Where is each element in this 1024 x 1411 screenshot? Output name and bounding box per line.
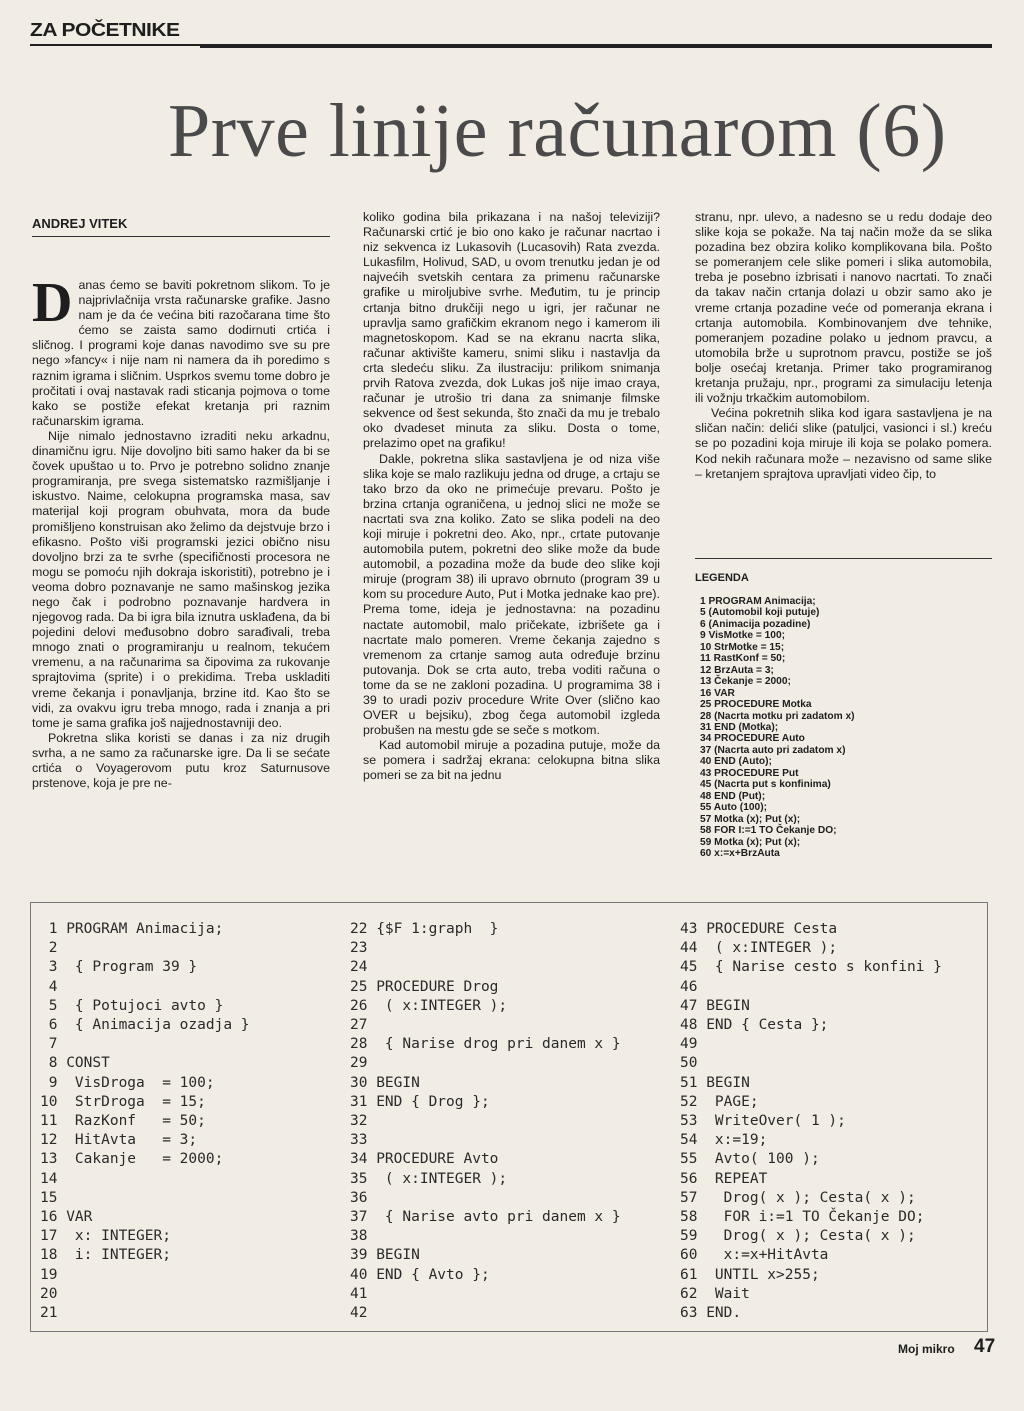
code-line: 27 — [350, 1017, 368, 1034]
code-line: 8 CONST — [40, 1055, 110, 1072]
code-line: 13 Cakanje = 2000; — [40, 1151, 224, 1168]
legend-line: 58 FOR I:=1 TO Čekanje DO; — [700, 825, 837, 837]
code-line: 46 — [680, 978, 698, 995]
code-line: 63 END. — [680, 1305, 742, 1322]
code-line: 6 { Animacija ozadja } — [40, 1017, 250, 1034]
code-line: 25 PROCEDURE Drog — [350, 978, 499, 995]
legend-line: 12 BrzAuta = 3; — [700, 664, 774, 676]
legend-line: 59 Motka (x); Put (x); — [700, 836, 801, 848]
code-line: 45 { Narise cesto s konfini } — [680, 959, 942, 976]
page-number: 47 — [974, 1336, 996, 1357]
legend-list — [700, 596, 990, 859]
code-line: 2 — [40, 940, 58, 957]
code-line: 4 — [40, 978, 58, 995]
legend-line: 34 PROCEDURE Auto — [700, 733, 805, 745]
code-line: 53 WriteOver( 1 ); — [680, 1113, 846, 1130]
code-line: 15 — [40, 1189, 58, 1206]
code-line: 26 ( x:INTEGER ); — [350, 997, 508, 1014]
legend-line: 9 VisMotke = 100; — [700, 630, 786, 642]
article-title: Prve linije računarom (6) — [168, 89, 947, 173]
code-line: 61 UNTIL x>255; — [680, 1266, 820, 1283]
author-name: ANDREJ VITEK — [32, 216, 128, 231]
code-line: 18 i: INTEGER; — [40, 1247, 171, 1264]
article-column-2 — [363, 210, 660, 784]
legend-line: 48 END (Put); — [700, 790, 766, 802]
code-line: 48 END { Cesta }; — [680, 1017, 829, 1034]
code-line: 20 — [40, 1285, 58, 1302]
code-line: 31 END { Drog }; — [350, 1093, 490, 1110]
code-line: 41 — [350, 1285, 368, 1302]
code-line: 59 Drog( x ); Cesta( x ); — [680, 1228, 916, 1245]
legend-line: 45 (Nacrta put s konfinima) — [700, 779, 831, 791]
code-line: 62 Wait — [680, 1285, 750, 1302]
code-line: 14 — [40, 1170, 58, 1187]
code-line: 42 — [350, 1305, 368, 1322]
code-line: 7 — [40, 1036, 58, 1053]
paragraph: Dakle, pokretna slika sastavljena je od niza više slika koje se malo razlikuju jedna od druge, a crtaju se tako brzo da oko ne primećuje prevaru. Pošto je brzina crtanja ograničena, u jednoj slici ne može se nacrtati sva zna koliko. Zato se slika podeli na deo koji miruje i pokretni deo. Ako, npr., crtate putovanje automobila putem, pokretni deo slike može da bude automobil, a pozadina može da bude deo slike koji miruje (program 38) ili upravo obrnuto (program 39 u kom su procedure Auto, Put i Motka jednake kao pre). Prema tome, ideja je jednostavna: na pozadinu nactate automobil, malo pričekate, izbrišete ga i nacrtate malo pomeren. Vreme čekanja zajedno s vremenom za crtanje samog auta određuje brzinu putovanja. Dok se crta auto, treba voditi računa o tome da se ne zakloni pozadina. U programima 38 i 39 to uradi poziv procedure Write Over (slično kao OVER u bejsiku), zbog čega automobil izgleda probušen na mestu gde se seče s motkom. — [363, 451, 660, 738]
legend-line: 6 (Animacija pozadine) — [700, 618, 811, 630]
legend-line: 5 (Automobil koji putuje) — [700, 607, 820, 619]
legend-rule — [695, 558, 992, 559]
code-line: 3 { Program 39 } — [40, 959, 198, 976]
code-line: 9 VisDroga = 100; — [40, 1074, 215, 1091]
paragraph: koliko godina bila prikazana i na našoj televiziji? Računarski crtić je bio ono kako je računar nacrtao i niz sekvenca iz Lukasovih (Lucasovih) Rata zvezda. Lukasfilm, Holivud, SAD, u ovom trenutku jedan je od najvećih svetskih centara za primenu računarske grafike u miroljubive svrhe. Međutim, tu je princip crtanja bitno drukčiji nego u igri, jer računar ne upravlja samo grafičkim ekranom nego i kamerom ili magnetoskopom. Kad se na ekranu nacrta slika, računar aktivište kameru, snimi sliku i nastavlja da crta sledeću sliku. Za ilustraciju: prilikom snimanja prvih Ratova zvezda, dok Lukas još nije imao craya, računar je utrošio tri dana za snimanje filmske sekvence od šest sekunda, što znači da mu je trebalo oko dvadeset minuta za sliku. Dosta o tome, prelazimo opet na grafiku! — [363, 210, 660, 451]
author-rule — [32, 236, 330, 237]
code-column-2 — [350, 920, 621, 1323]
article-column-1 — [32, 272, 330, 791]
legend-line: 11 RastKonf = 50; — [700, 653, 786, 665]
legend-title: LEGENDA — [695, 572, 749, 584]
legend-line: 37 (Nacrta auto pri zadatom x) — [700, 744, 846, 756]
code-line: 5 { Potujoci avto } — [40, 997, 224, 1014]
code-line: 50 — [680, 1055, 698, 1072]
code-line: 24 — [350, 959, 368, 976]
code-line: 56 REPEAT — [680, 1170, 768, 1187]
header-rule-left — [30, 44, 200, 46]
code-line: 34 PROCEDURE Avto — [350, 1151, 499, 1168]
paragraph: Danas ćemo se baviti pokretnom slikom. To je najprivlačnija vrsta računarske grafike. Jasno nam je da će većina biti razočarana time što ćemo se zaista samo dodirnuti crtića i sličnog. I programi koje danas navodimo sve su pre nego »fancy« i nije nam ni namera da ih poredimo s raznim igrama i sličnim. Usprkos svemu tome dobro je pročitati i ovaj nastavak radi sticanja pojmova o tome kako se postiže efekat kretanja pri raznim računarskim igrama. — [32, 272, 330, 428]
code-line: 35 ( x:INTEGER ); — [350, 1170, 508, 1187]
code-line: 23 — [350, 940, 368, 957]
code-line: 33 — [350, 1132, 368, 1149]
legend-line: 31 END (Motka); — [700, 721, 779, 733]
section-label: ZA POČETNIKE — [30, 20, 180, 41]
code-line: 11 RazKonf = 50; — [40, 1113, 206, 1130]
code-line: 49 — [680, 1036, 698, 1053]
code-line: 28 { Narise drog pri danem x } — [350, 1036, 621, 1053]
paragraph: Nije nimalo jednostavno izraditi neku arkadnu, dinamičnu igru. Nije dovoljno biti samo haker da bi se čovek upuštao u to. Prvo je potrebno solidno znanje programiranja, pre svega sistematsko razmišljanje i iskustvo. Naime, celokupna programska masa, sav materijal koji program obuhvata, mora da bude promišljeno konstruisan ako želimo da dejstvuje brzo i efikasno. Pošto viši programski jezici obično nisu dovoljno brzi za te svrhe (specifičnosti procesora ne mogu se pomoću njih dokraja iskoristiti), potrebno je i veoma dobro poznavanje ne samo mašinskog jezika nego čak i podrobno poznavanje hardvera in njegovog rada. Da bi igra bila iznutra usklađena, da bi pojedini delovi međusobno dobro sarađivali, treba mnogo znati o programiranju u realnom, tekućem vremenu, a na računarima sa čipovima za rukovanje sprajtovima (sprite) i o prekidima. Treba uskladiti vreme čekanja i ponavljanja, brzine itd. Kao što se vidi, za ovakvu igru treba mnogo, rada i znanja a pri tome je sama grafika još najjednostavniji deo. — [32, 428, 330, 730]
legend-line: 25 PROCEDURE Motka — [700, 699, 812, 711]
code-line: 10 StrDroga = 15; — [40, 1093, 206, 1110]
paragraph: Većina pokretnih slika kod igara sastavljena je na sličan način: delići slike (patuljci, vasionci i sl.) kreću se po pozadini koja miruje ili koja se polako pomera. Kod nekih računara može – nezavisno od same slike – kretanjem sprajtova upravljati video čip, to — [695, 406, 992, 481]
legend-line: 40 END (Auto); — [700, 756, 772, 768]
code-line: 36 — [350, 1189, 368, 1206]
code-line: 38 — [350, 1228, 368, 1245]
legend-line: 60 x:=x+BrzAuta — [700, 847, 780, 859]
legend-line: 1 PROGRAM Animacija; — [700, 596, 816, 607]
code-line: 30 BEGIN — [350, 1074, 420, 1091]
code-line: 58 FOR i:=1 TO Čekanje DO; — [680, 1209, 925, 1226]
magazine-name: Moj mikro — [898, 1342, 955, 1356]
code-column-3 — [680, 920, 942, 1323]
code-line: 43 PROCEDURE Cesta — [680, 921, 838, 937]
paragraph: stranu, npr. ulevo, a nadesno se u redu dodaje deo slike koja se pokaže. Na taj način može da se slika pozadina bez obzira koliko komplikovana bila. Pošto se pomeranjem cele slike pomeri i slika automobila, treba je posebno izbrisati i nanovo nacrtati. To znači da takav način crtanja dolazi u obzir samo ako je vreme crtanja pozadine veće od pomeranja ekrana i crtanja automobila. Kombinovanjem dve tehnike, pomeranjem pozadine polako u jednom pravcu, a utomobila brže u suprotnom pravcu, postiže se još bolje osećaj kretanja. Primer tako programiranog kretanja pružaju, npr., programi za simulaciju letenja ili vožnju trkačkim automobilom. — [695, 210, 992, 406]
code-line: 1 PROGRAM Animacija; — [40, 921, 224, 937]
code-line: 17 x: INTEGER; — [40, 1228, 171, 1245]
code-line: 54 x:=19; — [680, 1132, 768, 1149]
legend-line: 16 VAR — [700, 687, 735, 699]
code-line: 32 — [350, 1113, 368, 1130]
paragraph: Kad automobil miruje a pozadina putuje, može da se pomera i sadržaj ekrana: celokupna bitna slika pomeri se za bit na jednu — [363, 738, 660, 783]
code-line: 51 BEGIN — [680, 1074, 750, 1091]
code-line: 37 { Narise avto pri danem x } — [350, 1209, 621, 1226]
code-line: 22 {$F 1:graph } — [350, 921, 499, 937]
header-rule — [200, 44, 992, 48]
paragraph: Pokretna slika koristi se danas i za niz drugih svrha, a ne samo za računarske igre. Da li se sećate crtića o Voyagerovom putu kroz Saturnusove prstenove, koja je pre ne- — [32, 730, 330, 791]
code-line: 21 — [40, 1305, 58, 1322]
code-line: 55 Avto( 100 ); — [680, 1151, 820, 1168]
code-line: 39 BEGIN — [350, 1247, 420, 1264]
legend-line: 10 StrMotke = 15; — [700, 641, 785, 653]
code-line: 12 HitAvta = 3; — [40, 1132, 198, 1149]
code-column-1 — [40, 920, 250, 1323]
code-line: 16 VAR — [40, 1209, 93, 1226]
code-line: 52 PAGE; — [680, 1093, 759, 1110]
code-line: 29 — [350, 1055, 368, 1072]
article-column-3 — [695, 210, 992, 482]
legend-line: 28 (Nacrta motku pri zadatom x) — [700, 710, 855, 722]
code-line: 44 ( x:INTEGER ); — [680, 940, 838, 957]
legend-line: 57 Motka (x); Put (x); — [700, 813, 801, 825]
code-line: 57 Drog( x ); Cesta( x ); — [680, 1189, 916, 1206]
code-line: 19 — [40, 1266, 58, 1283]
code-line: 60 x:=x+HitAvta — [680, 1247, 829, 1264]
legend-line: 43 PROCEDURE Put — [700, 767, 799, 779]
code-line: 40 END { Avto }; — [350, 1266, 490, 1283]
legend-line: 55 Auto (100); — [700, 802, 767, 814]
legend-line: 13 Čekanje = 2000; — [700, 676, 791, 688]
drop-cap: D — [32, 272, 73, 334]
code-line: 47 BEGIN — [680, 997, 750, 1014]
